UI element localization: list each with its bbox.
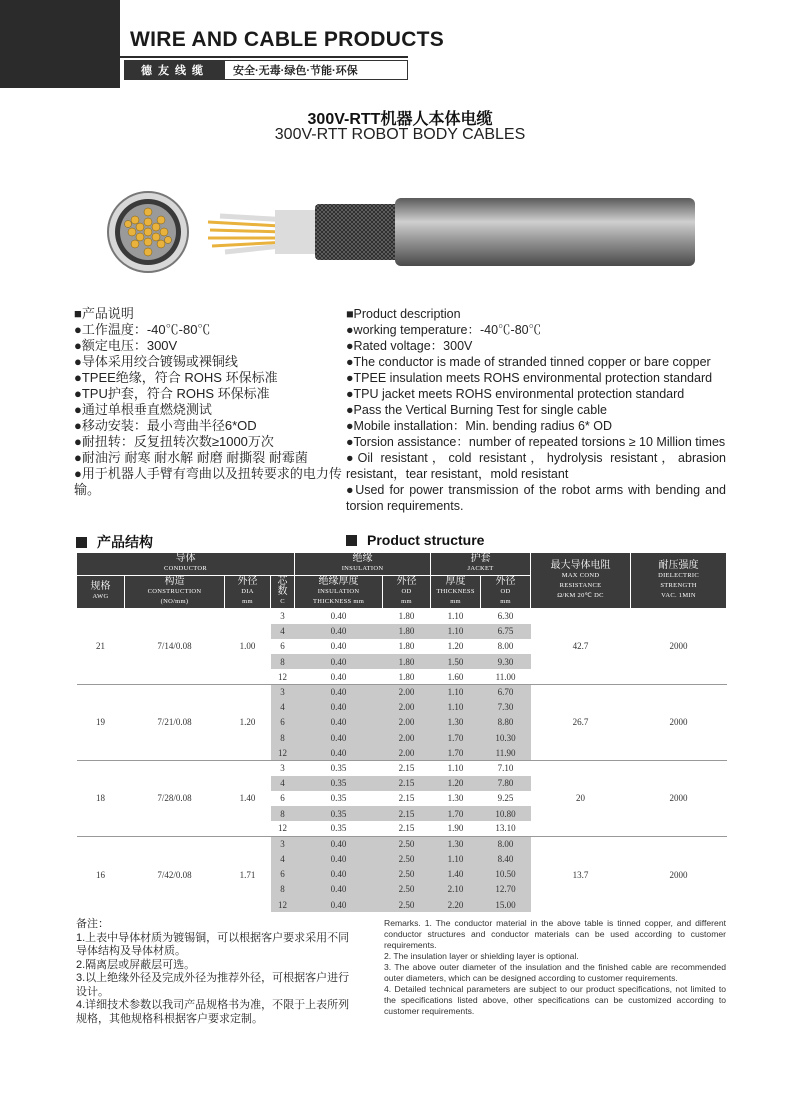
cell-cores: 6 <box>271 867 295 882</box>
brand-box <box>124 60 408 80</box>
description-en <box>346 306 726 514</box>
desc-en-line: ●Mobile installation：Min. bending radius 6* OD <box>346 419 613 433</box>
cell-ins-od: 2.50 <box>383 882 431 897</box>
cell-ins-od: 1.80 <box>398 671 415 682</box>
cell-jk-thickness: 1.10 <box>431 760 481 775</box>
spec-table <box>76 552 727 912</box>
desc-cn-line: ●工作温度：-40℃-80℃ <box>74 322 211 337</box>
desc-cn-line: ●移动安装：最小弯曲半径6*OD <box>74 418 257 433</box>
cell-ins-thickness: 0.40 <box>295 700 383 715</box>
desc-cn-line: ●用于机器人手臂有弯曲以及扭转要求的电力传输。 <box>74 466 342 497</box>
header-title: WIRE AND CABLE PRODUCTS <box>130 28 445 51</box>
desc-en-line: ●working temperature：-40℃-80℃ <box>346 323 542 337</box>
cell-jk-thickness: 1.60 <box>447 671 464 682</box>
cell-jk-thickness: 1.10 <box>431 700 481 715</box>
desc-en-line: ■Product description <box>346 307 461 321</box>
cell-construction: 7/42/0.08 <box>125 836 225 912</box>
cell-jk-od: 8.00 <box>497 641 514 652</box>
cell-jk-thickness: 2.10 <box>431 882 481 897</box>
cell-cores: 4 <box>271 852 295 867</box>
spec-table-body <box>77 609 727 913</box>
cell-cores: 8 <box>271 730 295 745</box>
header-construction: 构造 CONSTRUCTION (NO/mm) <box>125 576 225 609</box>
table-row <box>77 836 727 851</box>
cell-jk-thickness: 2.20 <box>431 897 481 912</box>
header-rule <box>120 56 408 58</box>
cell-ins-od: 1.80 <box>398 611 415 622</box>
desc-en-line: ●Oil resistant，cold resistant，hydrolysis resistant，abrasion resistant，tear resistant，mold resistant <box>346 451 726 481</box>
cell-jk-thickness: 1.30 <box>447 793 464 804</box>
structure-title-cn-text: 产品结构 <box>97 534 153 550</box>
structure-title-en <box>346 532 484 548</box>
cell-awg: 18 <box>77 760 125 836</box>
cell-ins-thickness: 0.40 <box>295 852 383 867</box>
cell-jk-od: 11.00 <box>495 671 516 682</box>
desc-cn-line: ●导体采用绞合镀锡或裸铜线 <box>74 354 238 369</box>
cell-jk-thickness: 1.70 <box>431 745 481 760</box>
cell-jk-thickness: 1.20 <box>431 776 481 791</box>
cell-resistance: 42.7 <box>572 641 589 652</box>
cell-ins-thickness: 0.40 <box>330 611 347 622</box>
cell-jk-thickness: 1.70 <box>431 806 481 821</box>
cell-dia: 1.40 <box>225 760 271 836</box>
cell-dielectric: 2000 <box>669 641 688 652</box>
cell-ins-od: 2.00 <box>383 730 431 745</box>
cell-jk-thickness: 1.30 <box>431 715 481 730</box>
cell-dielectric: 2000 <box>631 684 727 760</box>
square-bullet-icon <box>346 535 357 546</box>
note-cn-line: 1.上表中导体材质为镀锡铜，可以根据客户要求采用不同导体结构及导体材质。 <box>76 931 350 957</box>
cell-cores: 4 <box>271 776 295 791</box>
cell-ins-thickness: 0.35 <box>295 760 383 775</box>
desc-cn-line: ■产品说明 <box>74 306 134 321</box>
cell-cores: 3 <box>271 836 295 851</box>
cell-ins-thickness: 0.40 <box>295 684 383 699</box>
cell-ins-od: 2.15 <box>383 760 431 775</box>
cell-cores: 6 <box>280 641 285 652</box>
structure-title-en-text: Product structure <box>367 532 485 548</box>
cell-jk-od: 15.00 <box>481 897 531 912</box>
product-title-en: 300V-RTT ROBOT BODY CABLES <box>274 126 526 143</box>
cell-jk-od: 6.70 <box>481 684 531 699</box>
desc-en-line: ●Pass the Vertical Burning Test for single cable <box>346 403 607 417</box>
header-awg: 规格 AWG <box>77 576 125 609</box>
cell-jk-od: 10.50 <box>481 867 531 882</box>
desc-cn-line: ●额定电压：300V <box>74 338 178 353</box>
cell-jk-od: 7.10 <box>481 760 531 775</box>
cell-jk-od: 8.40 <box>481 852 531 867</box>
header-resistance: 最大导体电阻 MAX COND RESISTANCE Ω/KM 20℃ DC <box>531 553 631 609</box>
cell-construction: 7/14/0.08 <box>157 641 192 652</box>
cell-ins-thickness: 0.40 <box>330 641 347 652</box>
structure-title-cn <box>76 532 153 552</box>
cell-cores: 3 <box>280 611 285 622</box>
cell-jk-thickness: 1.90 <box>447 823 464 834</box>
cell-ins-thickness: 0.40 <box>295 730 383 745</box>
cell-jk-thickness: 1.10 <box>431 684 481 699</box>
cell-construction: 7/28/0.08 <box>125 760 225 836</box>
cell-cores: 12 <box>278 823 288 834</box>
header-ins-od: 外径 OD mm <box>383 576 431 609</box>
cell-dielectric: 2000 <box>631 836 727 912</box>
cell-cores: 8 <box>271 654 295 669</box>
cell-resistance: 26.7 <box>531 684 631 760</box>
cell-jk-thickness: 1.30 <box>431 836 481 851</box>
cell-ins-thickness: 0.35 <box>295 776 383 791</box>
header-dielectric: 耐压强度 DIELECTRIC STRENGTH VAC. 1MIN <box>631 553 727 609</box>
note-cn-line: 3.以上绝缘外径及完成外径为推荐外径，可根据客户进行设计。 <box>76 972 350 998</box>
cell-cores: 4 <box>271 700 295 715</box>
cell-jk-od: 10.80 <box>481 806 531 821</box>
header-dia: 外径 DIA mm <box>225 576 271 609</box>
cell-resistance: 13.7 <box>531 836 631 912</box>
cell-jk-od: 10.30 <box>481 730 531 745</box>
cell-ins-od: 2.15 <box>383 776 431 791</box>
cell-ins-od: 1.80 <box>383 624 431 639</box>
header-insulation: 绝缘 INSULATION <box>295 553 431 576</box>
cell-jk-od: 12.70 <box>481 882 531 897</box>
cell-cores: 12 <box>278 671 288 682</box>
brand-slogan: 安全·无毒·绿色·节能·环保 <box>233 65 358 77</box>
product-title-cn: 300V-RTT机器人本体电缆 <box>307 111 493 128</box>
cell-jk-thickness: 1.70 <box>431 730 481 745</box>
cell-ins-od: 2.00 <box>383 715 431 730</box>
table-row <box>77 684 727 699</box>
cell-jk-od: 6.75 <box>481 624 531 639</box>
cell-jk-thickness: 1.10 <box>431 624 481 639</box>
note-en-line: 2. The insulation layer or shielding layer is optional. <box>384 951 579 961</box>
table-row <box>77 609 727 624</box>
cell-ins-od: 1.80 <box>398 641 415 652</box>
cell-ins-thickness: 0.40 <box>295 836 383 851</box>
cable-illustration <box>100 180 700 280</box>
header-cores: 芯数 C <box>271 576 295 609</box>
desc-en-line: ●Torsion assistance：number of repeated torsions ≥ 10 Million times <box>346 435 726 449</box>
cell-jk-od: 7.30 <box>481 700 531 715</box>
header-side-bar <box>0 0 120 88</box>
note-en-line: 4. Detailed technical parameters are subject to our product specifications, not limited to the specifications listed above, other specifications can be customized according to customer requirements. <box>384 984 726 1016</box>
cell-cores: 12 <box>271 897 295 912</box>
cell-awg: 21 <box>96 641 105 652</box>
cell-cores: 8 <box>271 806 295 821</box>
cell-dia: 1.71 <box>225 836 271 912</box>
desc-cn-line: ●TPU护套，符合 ROHS 环保标准 <box>74 386 270 401</box>
cell-ins-thickness: 0.40 <box>330 671 347 682</box>
cell-ins-od: 2.50 <box>383 852 431 867</box>
cell-awg: 16 <box>77 836 125 912</box>
desc-cn-line: ●TPEE绝缘，符合 ROHS 环保标准 <box>74 370 278 385</box>
cell-ins-od: 2.50 <box>383 897 431 912</box>
cell-ins-thickness: 0.35 <box>295 806 383 821</box>
cell-construction: 7/21/0.08 <box>125 684 225 760</box>
desc-en-line: ●The conductor is made of stranded tinned copper or bare copper <box>346 355 711 369</box>
desc-en-line: ●Used for power transmission of the robot arms with bending and torsion requirements. <box>346 483 726 513</box>
cell-cores: 12 <box>271 745 295 760</box>
cell-ins-thickness: 0.40 <box>295 715 383 730</box>
desc-cn-line: ●耐扭转：反复扭转次数≥1000万次 <box>74 434 274 449</box>
cell-ins-thickness: 0.40 <box>295 654 383 669</box>
brand-name: 德友线缆 <box>125 61 225 79</box>
cell-jk-od: 11.90 <box>481 745 531 760</box>
header-ins-thickness: 绝缘厚度 INSULATION THICKNESS mm <box>295 576 383 609</box>
cell-ins-od: 2.15 <box>383 806 431 821</box>
cell-ins-thickness: 0.35 <box>330 793 347 804</box>
cell-jk-thickness: 1.10 <box>431 852 481 867</box>
cell-ins-thickness: 0.35 <box>330 823 347 834</box>
note-cn-line: 2.隔离层或屏蔽层可选。 <box>76 958 196 971</box>
desc-en-line: ●TPU jacket meets ROHS environmental protection standard <box>346 387 685 401</box>
cell-awg: 19 <box>77 684 125 760</box>
desc-cn-line: ●通过单根垂直燃烧测试 <box>74 402 212 417</box>
cell-ins-od: 2.00 <box>383 684 431 699</box>
header-jk-od: 外径 OD mm <box>481 576 531 609</box>
cell-ins-od: 2.00 <box>383 745 431 760</box>
cell-jk-thickness: 1.20 <box>447 641 464 652</box>
cell-dia: 1.00 <box>239 641 256 652</box>
note-en-line: 3. The above outer diameter of the insulation and the finished cable are recommended outer diameters, which can be designed according to customer requirements. <box>384 962 726 983</box>
cell-dielectric: 2000 <box>631 760 727 836</box>
cell-jk-od: 7.80 <box>481 776 531 791</box>
cell-ins-thickness: 0.40 <box>295 897 383 912</box>
cell-jk-thickness: 1.50 <box>431 654 481 669</box>
cell-jk-od: 8.00 <box>481 836 531 851</box>
note-en-line: Remarks. 1. The conductor material in the above table is tinned copper, and different conductor structures and conductor materials can be used according to customer requirements. <box>384 918 726 950</box>
cell-cores: 3 <box>271 684 295 699</box>
cell-ins-od: 2.15 <box>398 793 415 804</box>
cell-jk-od: 8.80 <box>481 715 531 730</box>
notes-cn <box>76 918 352 1026</box>
cell-ins-od: 2.50 <box>383 836 431 851</box>
cell-ins-thickness: 0.40 <box>295 867 383 882</box>
header-jk-thickness: 厚度 THICKNESS mm <box>431 576 481 609</box>
desc-en-line: ●TPEE insulation meets ROHS environmental protection standard <box>346 371 713 385</box>
cell-cores: 3 <box>271 760 295 775</box>
header-jacket: 护套 JACKET <box>431 553 531 576</box>
cell-ins-od: 2.00 <box>383 700 431 715</box>
desc-en-line: ●Rated voltage：300V <box>346 339 473 353</box>
cell-ins-od: 2.15 <box>398 823 415 834</box>
cell-cores: 4 <box>271 624 295 639</box>
cell-ins-thickness: 0.40 <box>295 882 383 897</box>
square-bullet-icon <box>76 537 87 548</box>
cell-resistance: 20 <box>531 760 631 836</box>
cell-jk-od: 6.30 <box>497 611 514 622</box>
cell-cores: 6 <box>271 715 295 730</box>
cell-ins-thickness: 0.40 <box>295 624 383 639</box>
cell-jk-od: 13.10 <box>495 823 516 834</box>
cell-jk-thickness: 1.10 <box>447 611 464 622</box>
cell-ins-od: 1.80 <box>383 654 431 669</box>
cell-jk-thickness: 1.40 <box>431 867 481 882</box>
desc-cn-line: ●耐油污 耐寒 耐水解 耐磨 耐撕裂 耐霉菌 <box>74 450 308 465</box>
note-cn-line: 备注： <box>76 918 109 930</box>
cell-jk-od: 9.25 <box>497 793 514 804</box>
cell-cores: 6 <box>280 793 285 804</box>
header-conductor: 导体 CONDUCTOR <box>77 553 295 576</box>
notes-en <box>384 918 726 1017</box>
cell-cores: 8 <box>271 882 295 897</box>
cell-ins-od: 2.50 <box>383 867 431 882</box>
note-cn-line: 4.详细技术参数以我司产品规格书为准，不限于上表所列规格，其他规格科根据客户要求定制。 <box>76 999 350 1025</box>
cell-ins-thickness: 0.40 <box>295 745 383 760</box>
description-cn <box>74 306 342 498</box>
cell-jk-od: 9.30 <box>481 654 531 669</box>
table-row <box>77 760 727 775</box>
cell-dia: 1.20 <box>225 684 271 760</box>
